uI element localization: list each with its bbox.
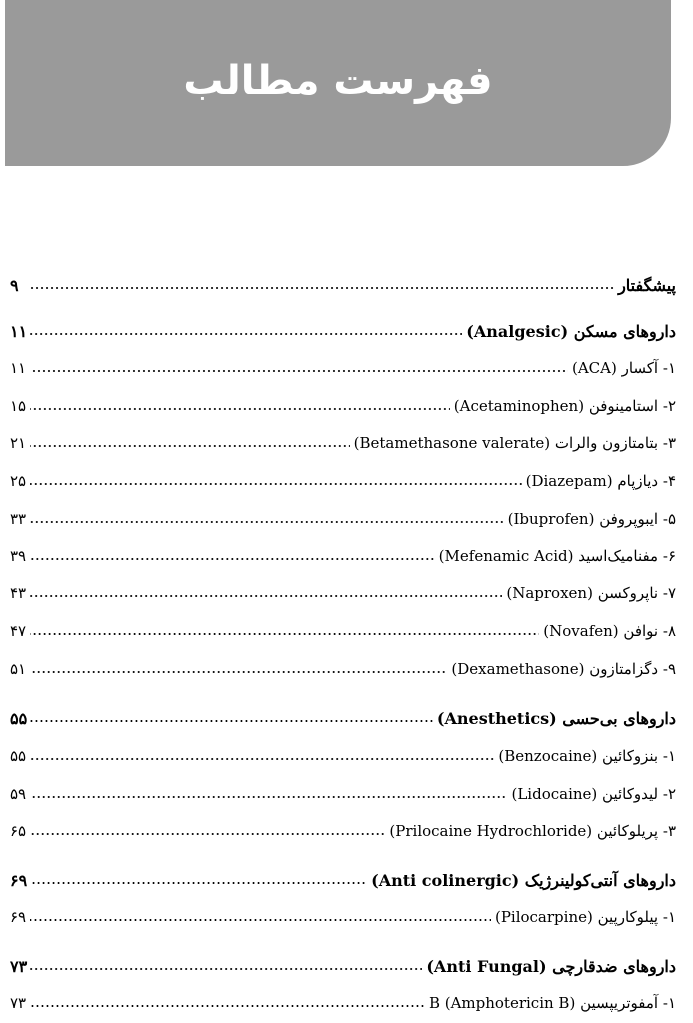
- page-title: فهرست مطالب: [183, 58, 493, 104]
- toc-entry-label: ۱- پیلوکارپین (Pilocarpine): [494, 908, 676, 926]
- dot-leader: [30, 555, 435, 563]
- toc-section-row[interactable]: [10, 316, 676, 346]
- dot-leader: [30, 330, 462, 338]
- dot-leader: [30, 668, 447, 676]
- toc-page-number: ۵۹: [10, 785, 27, 803]
- dot-leader: [30, 592, 502, 600]
- toc-entry-label: ۵- ایبوپروفن (Ibuprofen): [507, 510, 676, 528]
- toc-page-number: ۵۱: [10, 660, 27, 678]
- dot-leader: [30, 630, 539, 638]
- toc-entry-row[interactable]: [10, 391, 676, 421]
- toc-page-number: ۳۹: [10, 547, 27, 565]
- toc-entry-row[interactable]: [10, 816, 676, 846]
- toc-entry-row[interactable]: [10, 428, 676, 458]
- toc-page-number: ۴۷: [10, 622, 27, 640]
- toc-section-row[interactable]: [10, 703, 676, 733]
- dot-leader: [30, 367, 568, 375]
- toc-entry-label: ۴- دیازپام (Diazepam): [525, 472, 676, 490]
- toc-entry-row[interactable]: [10, 466, 676, 496]
- header-banner: [5, 0, 671, 166]
- toc-entry-label: داروهای ضدقارچی (Anti Fungal): [426, 956, 676, 976]
- toc-entry-row[interactable]: [10, 504, 676, 534]
- toc-page-number: ۹: [10, 275, 19, 295]
- toc-entry-row[interactable]: [10, 779, 676, 809]
- dot-leader: [30, 480, 522, 488]
- toc-section-row[interactable]: [10, 270, 676, 300]
- toc-entry-row[interactable]: [10, 988, 676, 1018]
- dot-leader: [30, 965, 422, 973]
- toc-entry-label: داروهای آنتی‌کولینرژیک (Anti colinergic): [371, 870, 676, 890]
- toc-entry-row[interactable]: [10, 741, 676, 771]
- toc-page-number: ۲۵: [10, 472, 27, 490]
- toc-page-number: ۶۹: [10, 908, 27, 926]
- toc-entry-row[interactable]: [10, 902, 676, 932]
- toc-entry-label: ۲- لیدوکائین (Lidocaine): [511, 785, 676, 803]
- toc-page-number: ۵۵: [10, 747, 27, 765]
- toc-page-number: ۲۱: [10, 434, 27, 452]
- toc-entry-label: ۱- آمفوتریپسین B (Amphotericin B): [428, 994, 676, 1012]
- dot-leader: [30, 405, 450, 413]
- dot-leader: [30, 830, 385, 838]
- toc-entry-label: ۹- دگزامتازون (Dexamethasone): [451, 660, 676, 678]
- toc-entry-label: پیشگفتار: [618, 275, 676, 295]
- toc-page-number: ۳۳: [10, 510, 27, 528]
- toc-page-number: ۱۱: [10, 321, 28, 341]
- toc-section-row[interactable]: [10, 951, 676, 981]
- dot-leader: [30, 916, 491, 924]
- toc-page-number: ۶۵: [10, 822, 27, 840]
- toc-entry-label: ۶- مفنامیک‌اسید (Mefenamic Acid): [438, 547, 676, 565]
- toc-entry-label: ۳- بتامتازون والرات (Betamethasone valerate): [353, 434, 676, 452]
- dot-leader: [30, 1002, 425, 1010]
- toc-entry-label: ۱- آکسار (ACA): [571, 359, 676, 377]
- toc-page-number: ۱۱: [10, 359, 27, 377]
- dot-leader: [30, 755, 494, 763]
- toc-page-number: ۷۳: [10, 956, 28, 976]
- toc-entry-row[interactable]: [10, 541, 676, 571]
- toc-entry-label: داروهای مسکن (Analgesic): [466, 321, 676, 341]
- toc-page-number: ۴۳: [10, 584, 27, 602]
- toc-entry-row[interactable]: [10, 654, 676, 684]
- dot-leader: [30, 518, 504, 526]
- toc-page-number: ۶۹: [10, 870, 28, 890]
- toc-entry-label: ۱- بنزوکائین (Benzocaine): [498, 747, 676, 765]
- dot-leader: [30, 442, 350, 450]
- toc-entry-label: ۷- ناپروکسن (Naproxen): [506, 584, 676, 602]
- toc-section-row[interactable]: [10, 865, 676, 895]
- toc-entry-row[interactable]: [10, 616, 676, 646]
- dot-leader: [30, 793, 507, 801]
- dot-leader: [30, 879, 367, 887]
- dot-leader: [30, 717, 433, 725]
- dot-leader: [30, 284, 614, 292]
- toc-entry-label: داروهای بی‌حسی (Anesthetics): [436, 708, 676, 728]
- toc-entry-label: ۲- استامینوفن (Acetaminophen): [453, 397, 676, 415]
- toc-page-number: ۵۵: [10, 708, 28, 728]
- toc-entry-row[interactable]: [10, 578, 676, 608]
- toc-page-number: ۷۳: [10, 994, 27, 1012]
- toc-entry-row[interactable]: [10, 353, 676, 383]
- toc-entry-label: ۸- نوافن (Novafen): [543, 622, 676, 640]
- toc-page-number: ۱۵: [10, 397, 27, 415]
- toc-entry-label: ۳- پریلوکائین (Prilocaine Hydrochloride): [389, 822, 676, 840]
